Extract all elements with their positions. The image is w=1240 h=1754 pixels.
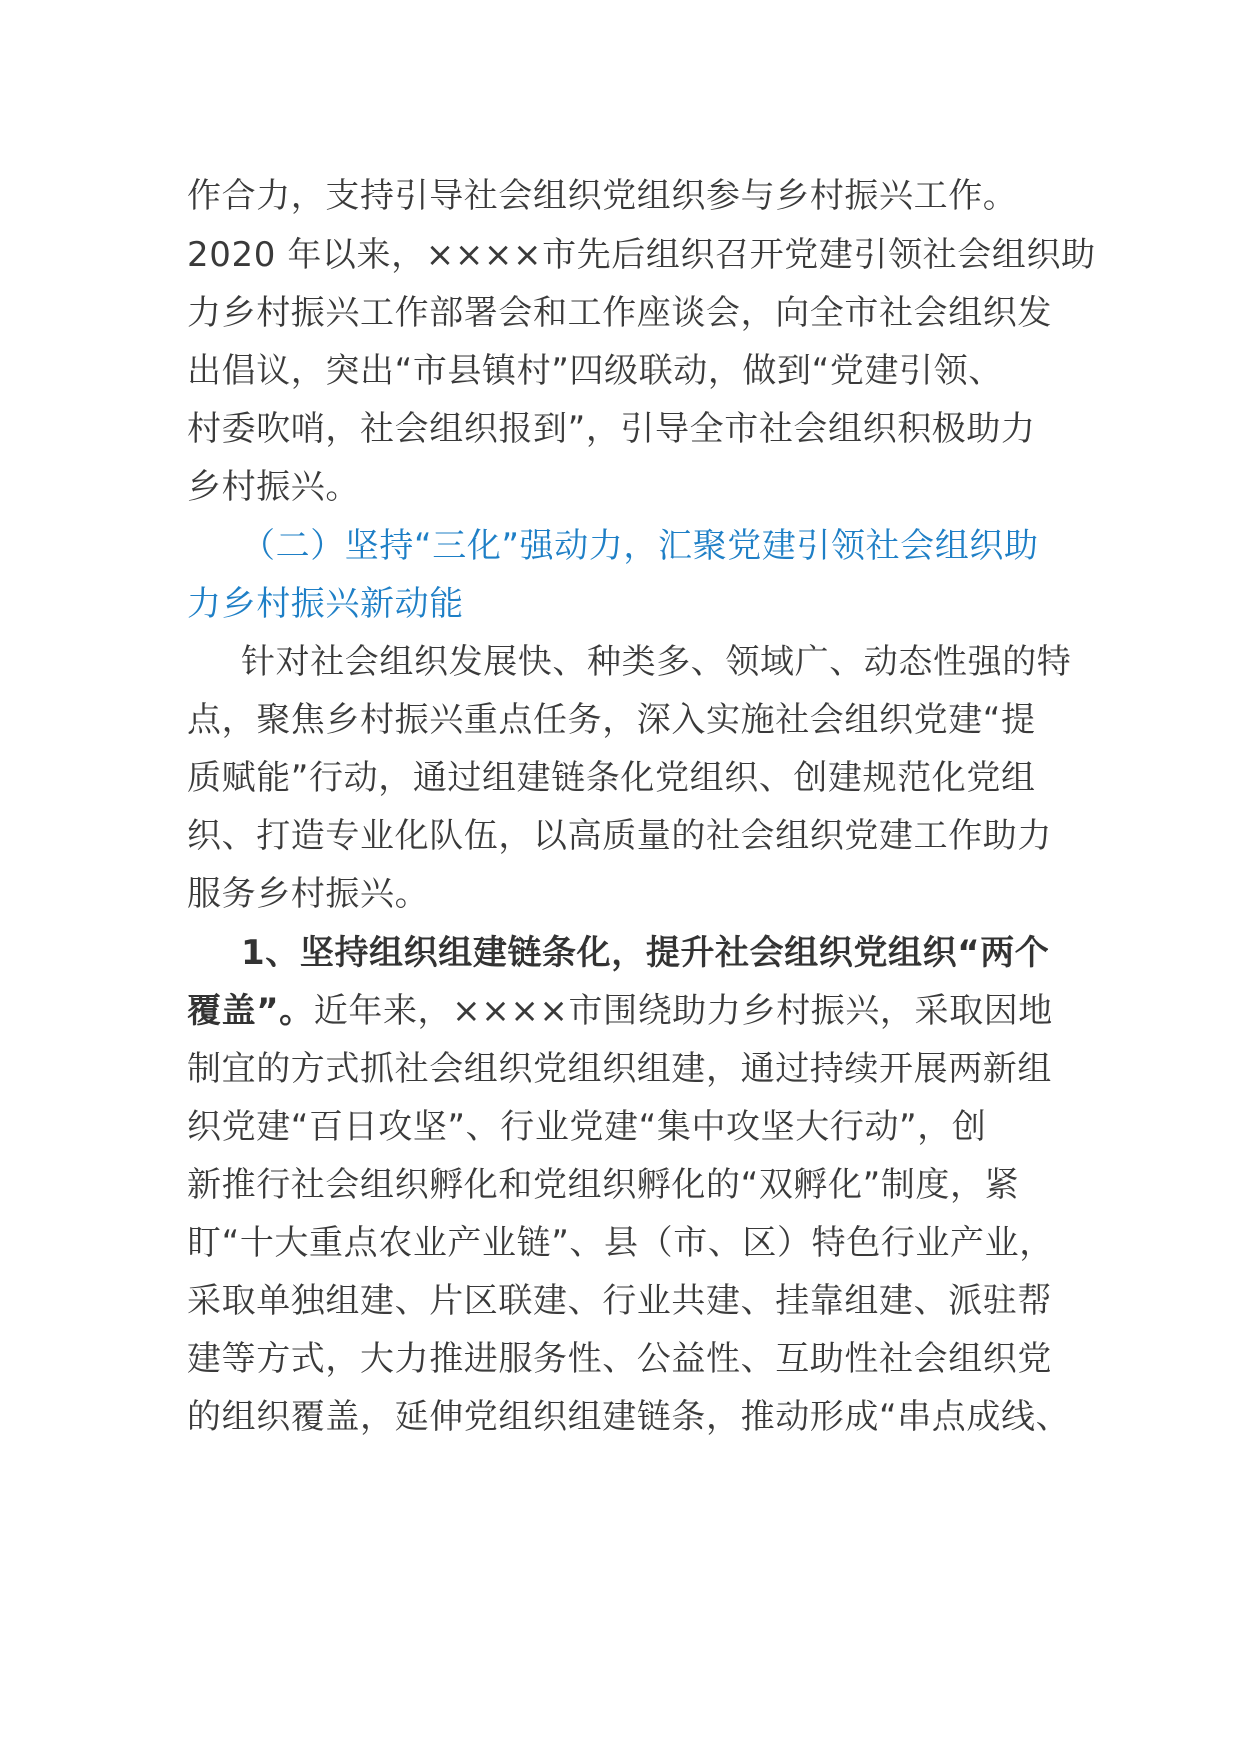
paragraph-3-bold-lead: 覆盖”。 xyxy=(187,991,314,1031)
paragraph-1-line-5: 村委吹哨，社会组织报到”，引导全市社会组织积极助力 xyxy=(187,409,1036,449)
paragraph-1-line-1: 作合力，支持引导社会组织党组织参与乡村振兴工作。 xyxy=(187,176,1018,216)
paragraph-3-line-3: 制宜的方式抓社会组织党组织组建，通过持续开展两新组 xyxy=(187,1049,1052,1089)
paragraph-1-line-3: 力乡村振兴工作部署会和工作座谈会，向全市社会组织发 xyxy=(187,293,1052,333)
paragraph-3-bold-line-1: 1、坚持组织组建链条化，提升社会组织党组织“两个 xyxy=(241,933,1050,973)
paragraph-1-line-6: 乡村振兴。 xyxy=(187,467,360,507)
paragraph-3-line-2-rest: 近年来，××××市围绕助力乡村振兴，采取因地 xyxy=(313,991,1053,1031)
paragraph-3-line-2 xyxy=(187,989,1053,1033)
paragraph-3-line-7: 采取单独组建、片区联建、行业共建、挂靠组建、派驻帮 xyxy=(187,1281,1052,1321)
paragraph-1-line-4: 出倡议，突出“市县镇村”四级联动，做到“党建引领、 xyxy=(187,351,1003,391)
paragraph-3-line-9: 的组织覆盖，延伸党组织组建链条，推动形成“串点成线、 xyxy=(187,1397,1071,1437)
paragraph-3-line-4: 织党建“百日攻坚”、行业党建“集中攻坚大行动”，创 xyxy=(187,1107,987,1147)
paragraph-2-line-1: 针对社会组织发展快、种类多、领域广、动态性强的特 xyxy=(241,642,1072,682)
paragraph-3-line-8: 建等方式，大力推进服务性、公益性、互助性社会组织党 xyxy=(187,1339,1052,1379)
section-heading-line-2: 力乡村振兴新动能 xyxy=(187,584,464,624)
paragraph-2-line-5: 服务乡村振兴。 xyxy=(187,874,430,914)
paragraph-3-line-6: 盯“十大重点农业产业链”、县（市、区）特色行业产业， xyxy=(187,1223,1054,1263)
paragraph-1-line-2: 2020 年以来，××××市先后组织召开党建引领社会组织助 xyxy=(187,235,1096,275)
paragraph-2-line-3: 质赋能”行动，通过组建链条化党组织、创建规范化党组 xyxy=(187,758,1036,798)
paragraph-3-line-5: 新推行社会组织孵化和党组织孵化的“双孵化”制度，紧 xyxy=(187,1165,1020,1205)
paragraph-2-line-2: 点，聚焦乡村振兴重点任务，深入实施社会组织党建“提 xyxy=(187,700,1036,740)
section-heading-line-1: （二）坚持“三化”强动力，汇聚党建引领社会组织助 xyxy=(241,526,1039,566)
paragraph-2-line-4: 织、打造专业化队伍，以高质量的社会组织党建工作助力 xyxy=(187,816,1052,856)
